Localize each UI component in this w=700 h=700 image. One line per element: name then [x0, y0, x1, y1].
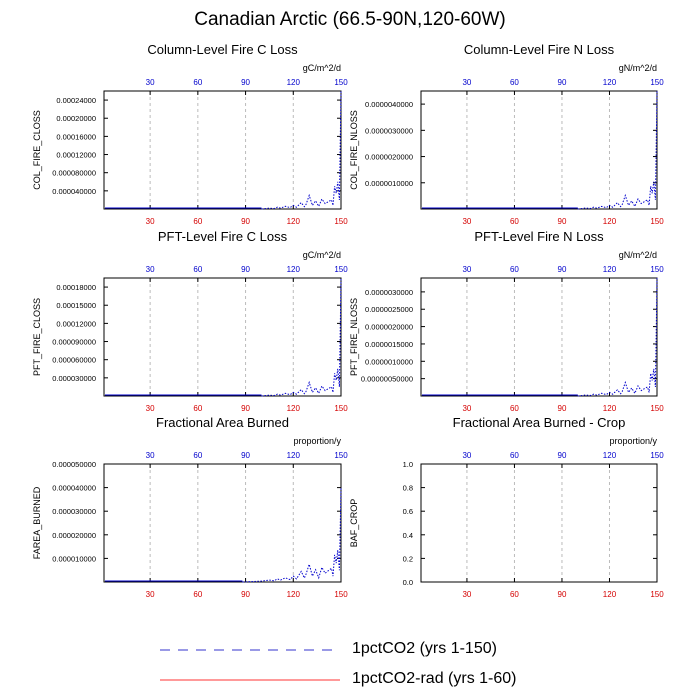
x-tick-label-top: 30: [462, 451, 472, 460]
panel-title: Fractional Area Burned: [156, 415, 289, 430]
y-tick-label: 0.00012000: [56, 319, 96, 329]
x-tick-label-bottom: 60: [193, 217, 203, 226]
x-tick-label-top: 90: [241, 451, 251, 460]
x-tick-label-bottom: 60: [193, 590, 203, 599]
y-axis-label: PFT_FIRE_CLOSS: [32, 297, 42, 377]
x-tick-label-top: 120: [286, 265, 300, 274]
x-tick-label-bottom: 30: [145, 590, 155, 599]
x-tick-label-top: 150: [334, 265, 348, 274]
chart-panel-4: [321, 228, 677, 426]
chart-panel-3: [4, 228, 361, 426]
x-tick-label-bottom: 30: [462, 590, 472, 599]
y-tick-label: 0.0: [402, 578, 413, 587]
x-tick-label-top: 150: [334, 78, 348, 87]
y-tick-label: 0.000040000: [52, 483, 96, 493]
panel-units: proportion/y: [293, 436, 341, 446]
y-tick-label: 0.0000030000: [365, 287, 413, 297]
x-tick-label-top: 30: [462, 265, 472, 274]
legend-entry-1: [160, 640, 560, 662]
x-tick-label-bottom: 120: [286, 404, 300, 413]
x-tick-label-bottom: 90: [557, 217, 567, 226]
panel-title: PFT-Level Fire C Loss: [157, 229, 288, 244]
x-tick-label-bottom: 30: [145, 217, 155, 226]
y-tick-label: 0.000030000: [52, 507, 96, 517]
chart-panel-5: [4, 414, 361, 612]
y-tick-label: 0.0000025000: [365, 305, 413, 315]
plot-frame: [421, 278, 657, 396]
x-tick-label-bottom: 150: [650, 217, 664, 226]
x-tick-label-bottom: 60: [509, 590, 519, 599]
x-tick-label-bottom: 120: [602, 217, 617, 226]
x-tick-label-bottom: 120: [286, 590, 300, 599]
y-tick-label: 0.00012000: [56, 150, 96, 160]
panel-title: PFT-Level Fire N Loss: [474, 229, 604, 244]
x-tick-label-bottom: 60: [509, 404, 519, 413]
y-axis-label: PFT_FIRE_NLOSS: [349, 297, 359, 377]
y-tick-label: 0.6: [402, 507, 413, 517]
plot-frame: [104, 464, 341, 582]
x-tick-label-top: 90: [241, 265, 251, 274]
x-tick-label-bottom: 90: [241, 217, 251, 226]
x-tick-label-top: 60: [193, 265, 203, 274]
y-tick-label: 0.000040000: [52, 186, 96, 196]
legend-label-2: 1pctCO2-rad (yrs 1-60): [352, 670, 517, 687]
x-tick-label-bottom: 90: [557, 590, 567, 599]
y-tick-label: 0.000050000: [52, 460, 96, 469]
y-tick-label: 0.000090000: [52, 337, 96, 347]
x-tick-label-top: 90: [241, 78, 251, 87]
legend-entry-2: [160, 670, 560, 692]
x-tick-label-top: 90: [557, 451, 567, 460]
x-tick-label-top: 120: [602, 451, 617, 460]
panel-units: gN/m^2/d: [618, 63, 657, 73]
y-axis-label: COL_FIRE_NLOSS: [349, 110, 359, 190]
y-tick-label: 0.2: [402, 554, 413, 564]
y-tick-label: 0.00018000: [56, 283, 96, 293]
plot-frame: [421, 91, 657, 209]
legend-swatch-solid: [160, 670, 350, 692]
y-tick-label: 0.0000040000: [365, 100, 413, 110]
y-tick-label: 1.0: [402, 460, 413, 469]
x-tick-label-bottom: 30: [145, 404, 155, 413]
x-tick-label-bottom: 60: [509, 217, 519, 226]
x-tick-label-bottom: 150: [334, 404, 348, 413]
x-tick-label-top: 120: [602, 78, 617, 87]
x-tick-label-top: 90: [557, 265, 567, 274]
x-tick-label-bottom: 150: [334, 217, 348, 226]
x-tick-label-top: 60: [509, 78, 519, 87]
y-tick-label: 0.000080000: [52, 168, 96, 178]
y-axis-label: COL_FIRE_CLOSS: [32, 110, 42, 190]
y-tick-label: 0.000020000: [52, 530, 96, 540]
x-tick-label-top: 120: [286, 78, 300, 87]
legend-swatch-dashed: [160, 640, 350, 662]
panel-units: gN/m^2/d: [618, 250, 657, 260]
x-tick-label-top: 150: [650, 451, 664, 460]
y-tick-label: 0.0000010000: [365, 357, 413, 367]
x-tick-label-top: 60: [193, 451, 203, 460]
y-tick-label: 0.000010000: [52, 554, 96, 564]
y-tick-label: 0.000030000: [52, 373, 96, 383]
panel-title: Column-Level Fire C Loss: [147, 42, 298, 57]
x-tick-label-bottom: 120: [286, 217, 300, 226]
x-tick-label-bottom: 120: [602, 590, 617, 599]
x-tick-label-top: 30: [145, 451, 155, 460]
y-tick-label: 0.000060000: [52, 355, 96, 365]
x-tick-label-top: 150: [650, 265, 664, 274]
y-tick-label: 0.8: [402, 483, 413, 493]
x-tick-label-bottom: 150: [334, 590, 348, 599]
y-tick-label: 0.0000020000: [365, 322, 413, 332]
x-tick-label-top: 150: [650, 78, 664, 87]
x-tick-label-bottom: 120: [602, 404, 617, 413]
x-tick-label-bottom: 150: [650, 590, 664, 599]
y-tick-label: 0.00024000: [56, 96, 96, 106]
y-axis-label: BAF_CROP: [349, 498, 359, 548]
panel-title: Fractional Area Burned - Crop: [452, 415, 626, 430]
plot-frame: [104, 278, 341, 396]
y-tick-label: 0.0000015000: [365, 339, 413, 349]
chart-panel-6: [321, 414, 677, 612]
x-tick-label-top: 150: [334, 451, 348, 460]
x-tick-label-top: 90: [557, 78, 567, 87]
chart-panel-1: [4, 41, 361, 239]
series-line-1: [578, 91, 657, 209]
x-tick-label-top: 60: [509, 451, 519, 460]
series-line-1: [578, 278, 657, 396]
x-tick-label-top: 120: [286, 451, 300, 460]
legend-label-1: 1pctCO2 (yrs 1-150): [352, 640, 497, 657]
y-tick-label: 0.0000010000: [365, 178, 413, 188]
y-tick-label: 0.0000020000: [365, 152, 413, 162]
x-tick-label-bottom: 90: [557, 404, 567, 413]
panel-units: gC/m^2/d: [302, 63, 341, 73]
plot-frame: [104, 91, 341, 209]
x-tick-label-top: 30: [462, 78, 472, 87]
panel-units: gC/m^2/d: [302, 250, 341, 260]
x-tick-label-bottom: 30: [462, 217, 472, 226]
y-tick-label: 0.00020000: [56, 114, 96, 124]
y-tick-label: 0.4: [402, 530, 413, 540]
x-tick-label-bottom: 90: [241, 590, 251, 599]
y-tick-label: 0.00015000: [56, 301, 96, 311]
y-tick-label: 0.0000030000: [365, 126, 413, 136]
x-tick-label-top: 30: [145, 265, 155, 274]
y-tick-label: 0.00016000: [56, 132, 96, 142]
x-tick-label-bottom: 90: [241, 404, 251, 413]
x-tick-label-top: 60: [509, 265, 519, 274]
plot-frame: [421, 464, 657, 582]
x-tick-label-top: 30: [145, 78, 155, 87]
page-title: Canadian Arctic (66.5-90N,120-60W): [194, 9, 506, 30]
x-tick-label-bottom: 60: [193, 404, 203, 413]
x-tick-label-bottom: 150: [650, 404, 664, 413]
y-tick-label: 0.00000050000: [360, 374, 413, 384]
x-tick-label-bottom: 30: [462, 404, 472, 413]
panel-units: proportion/y: [609, 436, 657, 446]
y-axis-label: FAREA_BURNED: [32, 486, 42, 560]
x-tick-label-top: 60: [193, 78, 203, 87]
x-tick-label-top: 120: [602, 265, 617, 274]
panel-title: Column-Level Fire N Loss: [463, 42, 615, 57]
chart-panel-2: [321, 41, 677, 239]
